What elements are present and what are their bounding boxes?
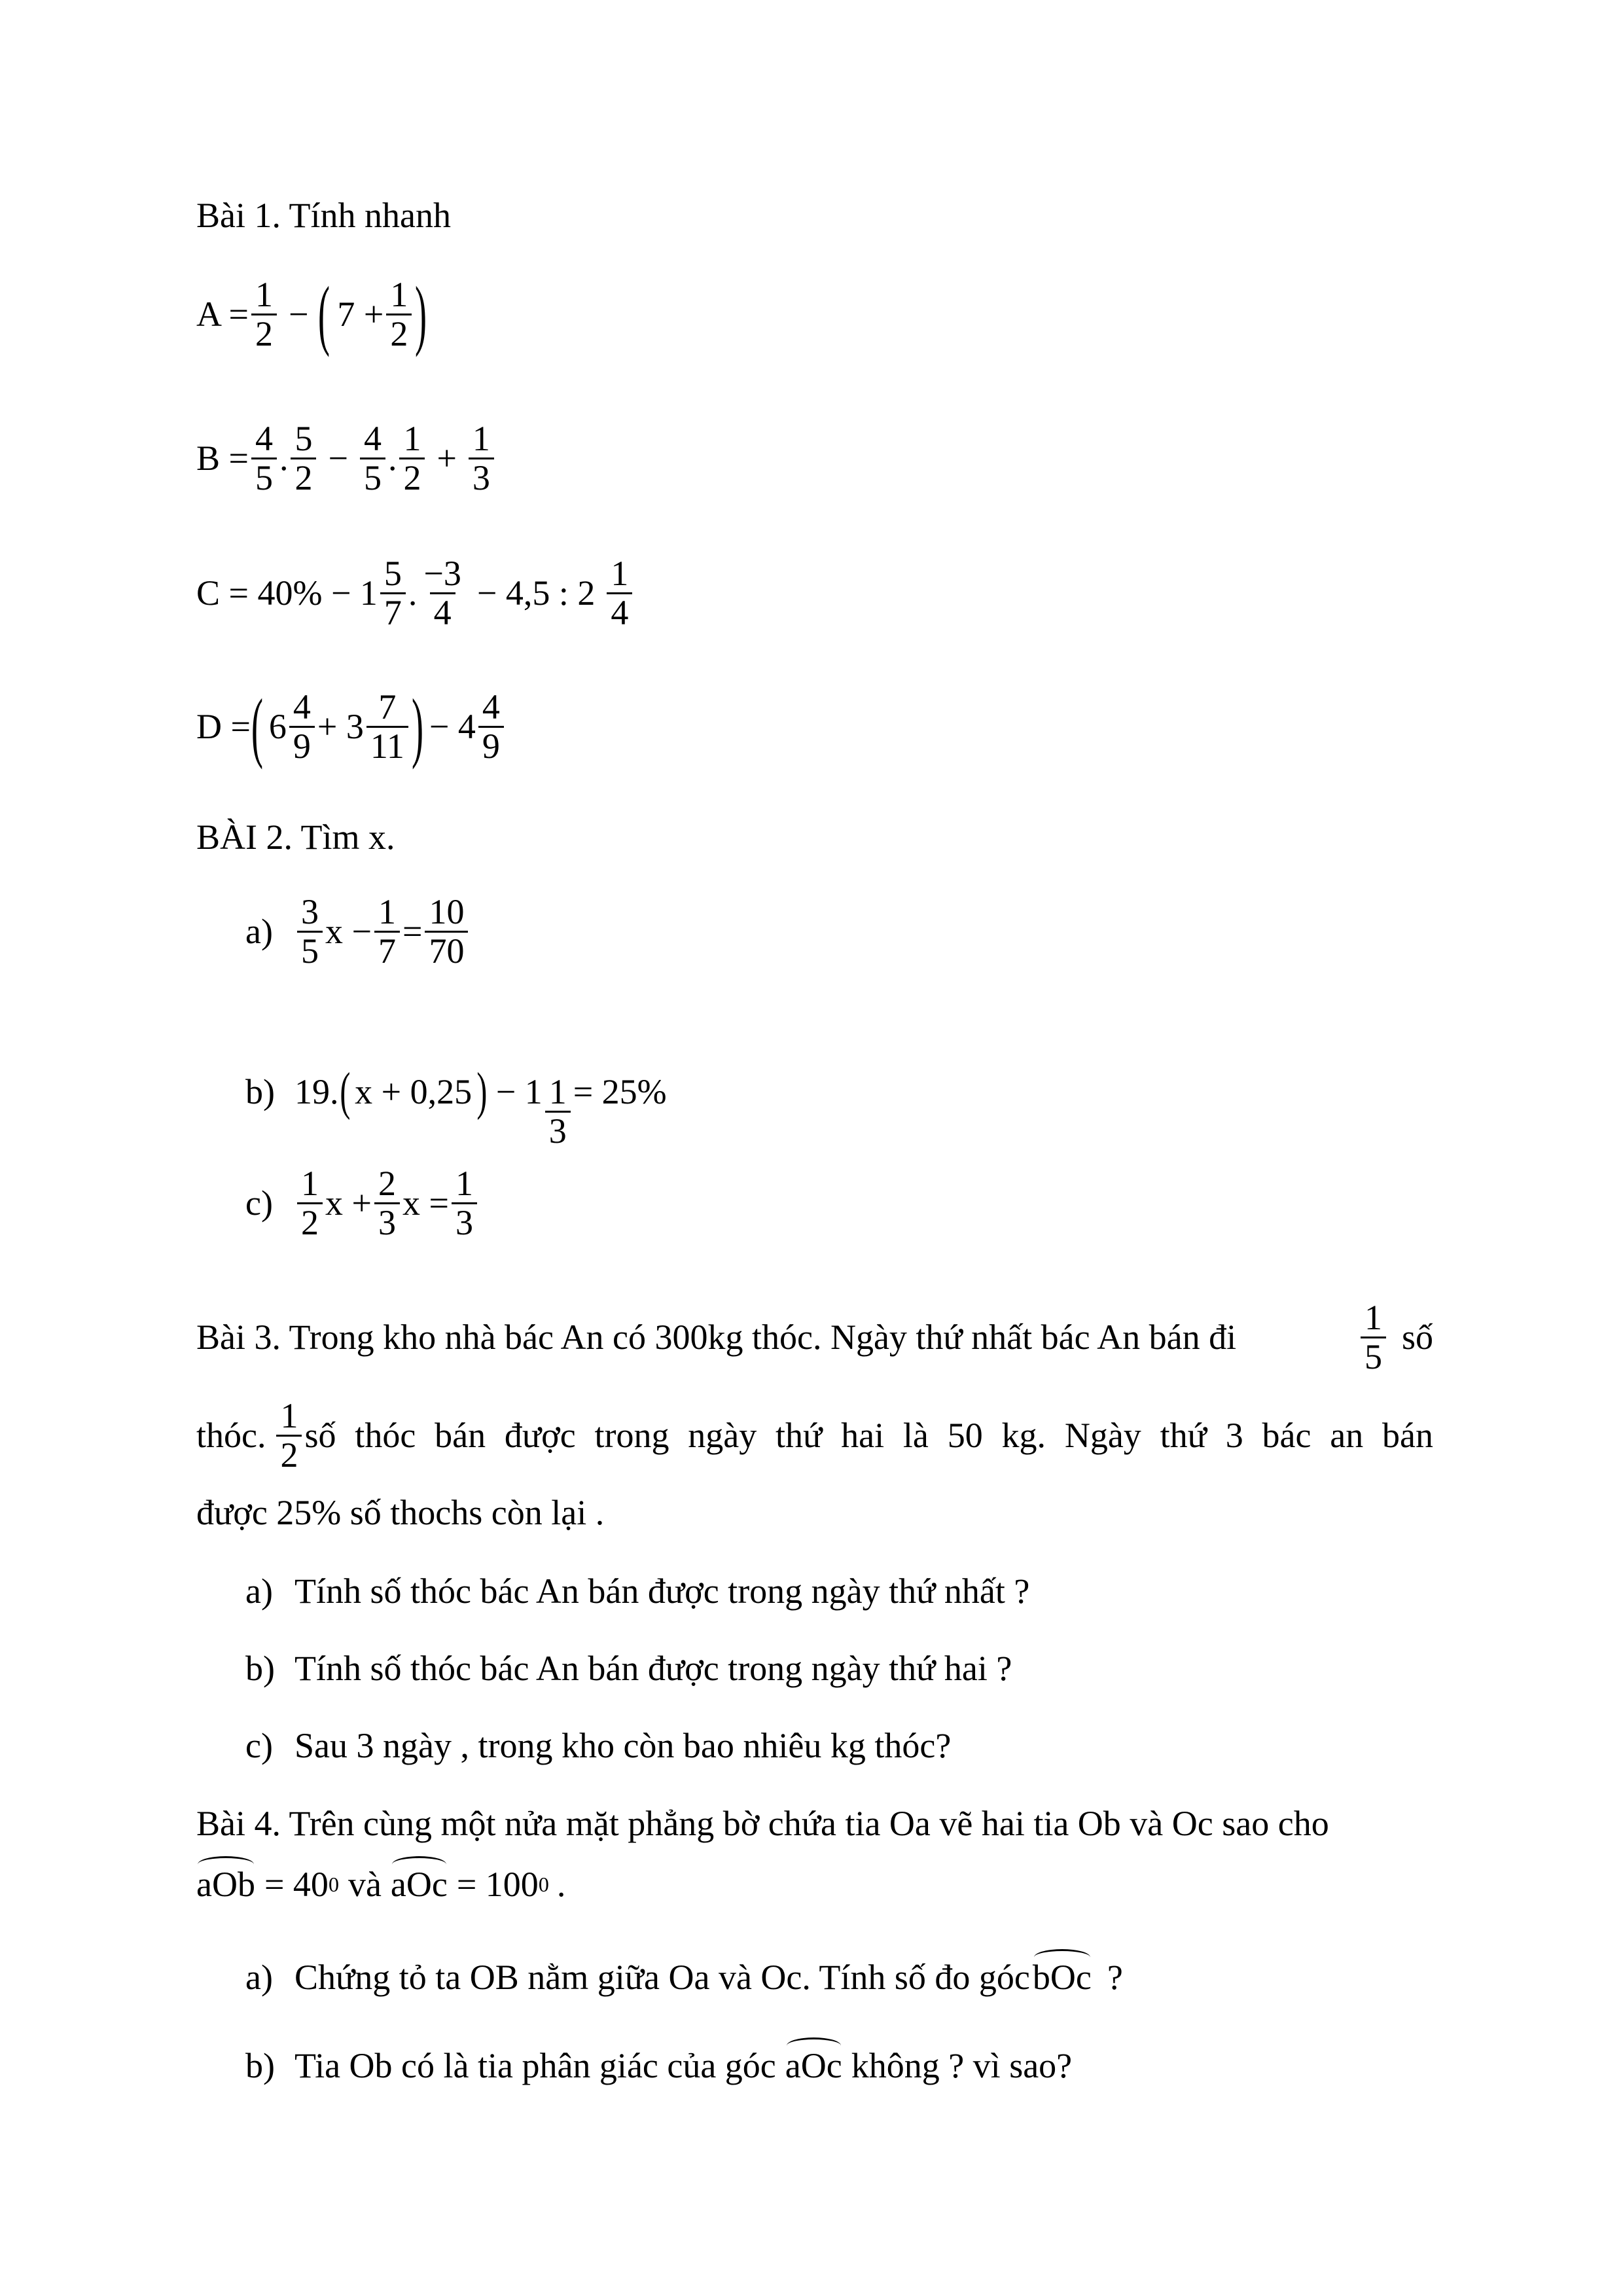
angle-boc: bOc [1032, 1958, 1092, 1997]
expr-d: D = ( 6 4 9 + 3 7 11 ) − 4 4 9 [196, 687, 507, 766]
expr-c: C = 40% − 1 5 7 . −3 4 − 4,5 : 2 1 4 [196, 555, 635, 631]
bai3-line3: được 25% số thochs còn lại . [196, 1493, 605, 1532]
bai3-line1: Bài 3. Trong kho nhà bác An có 300kg thóc. Ngày thứ nhất bác An bán đi 1 5 số [196, 1298, 1433, 1376]
fraction: 5 2 [291, 420, 316, 496]
expr-a: A = $\frac{1}{2}$ − ( 7 + $\frac{1}{2}$ ) [196, 270, 427, 357]
expr-b: B = $\frac{4}{5}$ . 5 2 − $\frac{4}{5}$ . 1 2 + $\frac{1}{3}$ [196, 420, 497, 496]
fraction: $\frac{1}{3}$ [452, 1165, 477, 1241]
fraction: 4 9 [478, 689, 504, 764]
bai4-question-a: a) Chứng tỏ ta OB nằm giữa Oa và Oc. Tính số đo góc bOc ? [245, 1958, 1123, 1997]
angle-aoc: aOc [785, 2046, 842, 2085]
fraction: $\frac{1}{2}$ [251, 276, 277, 352]
eq-a: a) 3 5 x − $\frac{1}{7}$ = $\frac{10}{70}$ [245, 893, 471, 969]
bai4-question-b: b) Tia Ob có là tia phân giác của góc aOc không ? vì sao? [245, 2046, 1073, 2085]
fraction: 3 5 [297, 893, 323, 969]
fraction: −3 4 [423, 554, 461, 632]
bai3-question-b: b) Tính số thóc bác An bán được trong ngày thứ hai ? [245, 1649, 1012, 1688]
fraction: 1 2 [276, 1397, 302, 1473]
angle-aoc: aOc [390, 1865, 448, 1904]
fraction: 1 2 [297, 1165, 323, 1241]
fraction: $\frac{1}{3}$ [469, 420, 494, 496]
bai1-title: Bài 1. Tính nhanh [196, 196, 451, 235]
bai3-question-a: a) Tính số thóc bác An bán được trong ngày thứ nhất ? [245, 1571, 1030, 1611]
fraction: $\frac{4}{5}$ [360, 420, 385, 496]
bai3-line2: thóc. 1 2 số thóc bán được trong ngày thứ hai là 50 kg. Ngày thứ 3 bác an bán [196, 1396, 1433, 1475]
bai3-question-c: c) Sau 3 ngày , trong kho còn bao nhiêu kg thóc? [245, 1726, 952, 1765]
fraction: $\frac{4}{5}$ [251, 420, 277, 496]
fraction: 1 5 [1361, 1299, 1386, 1375]
bai2-title: BÀI 2. Tìm x. [196, 817, 395, 857]
bai4-line1: Bài 4. Trên cùng một nửa mặt phẳng bờ chứa tia Oa vẽ hai tia Ob và Oc sao cho [196, 1804, 1329, 1843]
eq-b: b) 19. ( x + 0,25 ) − 1 $\frac{1}{3}$ = 25% [245, 1063, 667, 1151]
bai4-line2: aOb = 40 0 và aOc = 100 0 . [196, 1865, 566, 1904]
fraction: $\frac{1}{3}$ [545, 1073, 571, 1149]
eq-c: c) 1 2 x + $\frac{2}{3}$ x = $\frac{1}{3}$ [245, 1165, 480, 1241]
fraction: $\frac{1}{2}$ [386, 276, 412, 352]
angle-aob: aOb [196, 1865, 255, 1904]
fraction: 5 7 [380, 555, 406, 631]
fraction: $\frac{1}{7}$ [374, 893, 400, 969]
fraction: $\frac{10}{70}$ [425, 893, 468, 969]
fraction: 1 2 [399, 420, 425, 496]
fraction: 7 11 [366, 689, 408, 764]
fraction: 4 9 [289, 689, 315, 764]
fraction: 1 4 [607, 555, 632, 631]
fraction: $\frac{2}{3}$ [374, 1165, 400, 1241]
